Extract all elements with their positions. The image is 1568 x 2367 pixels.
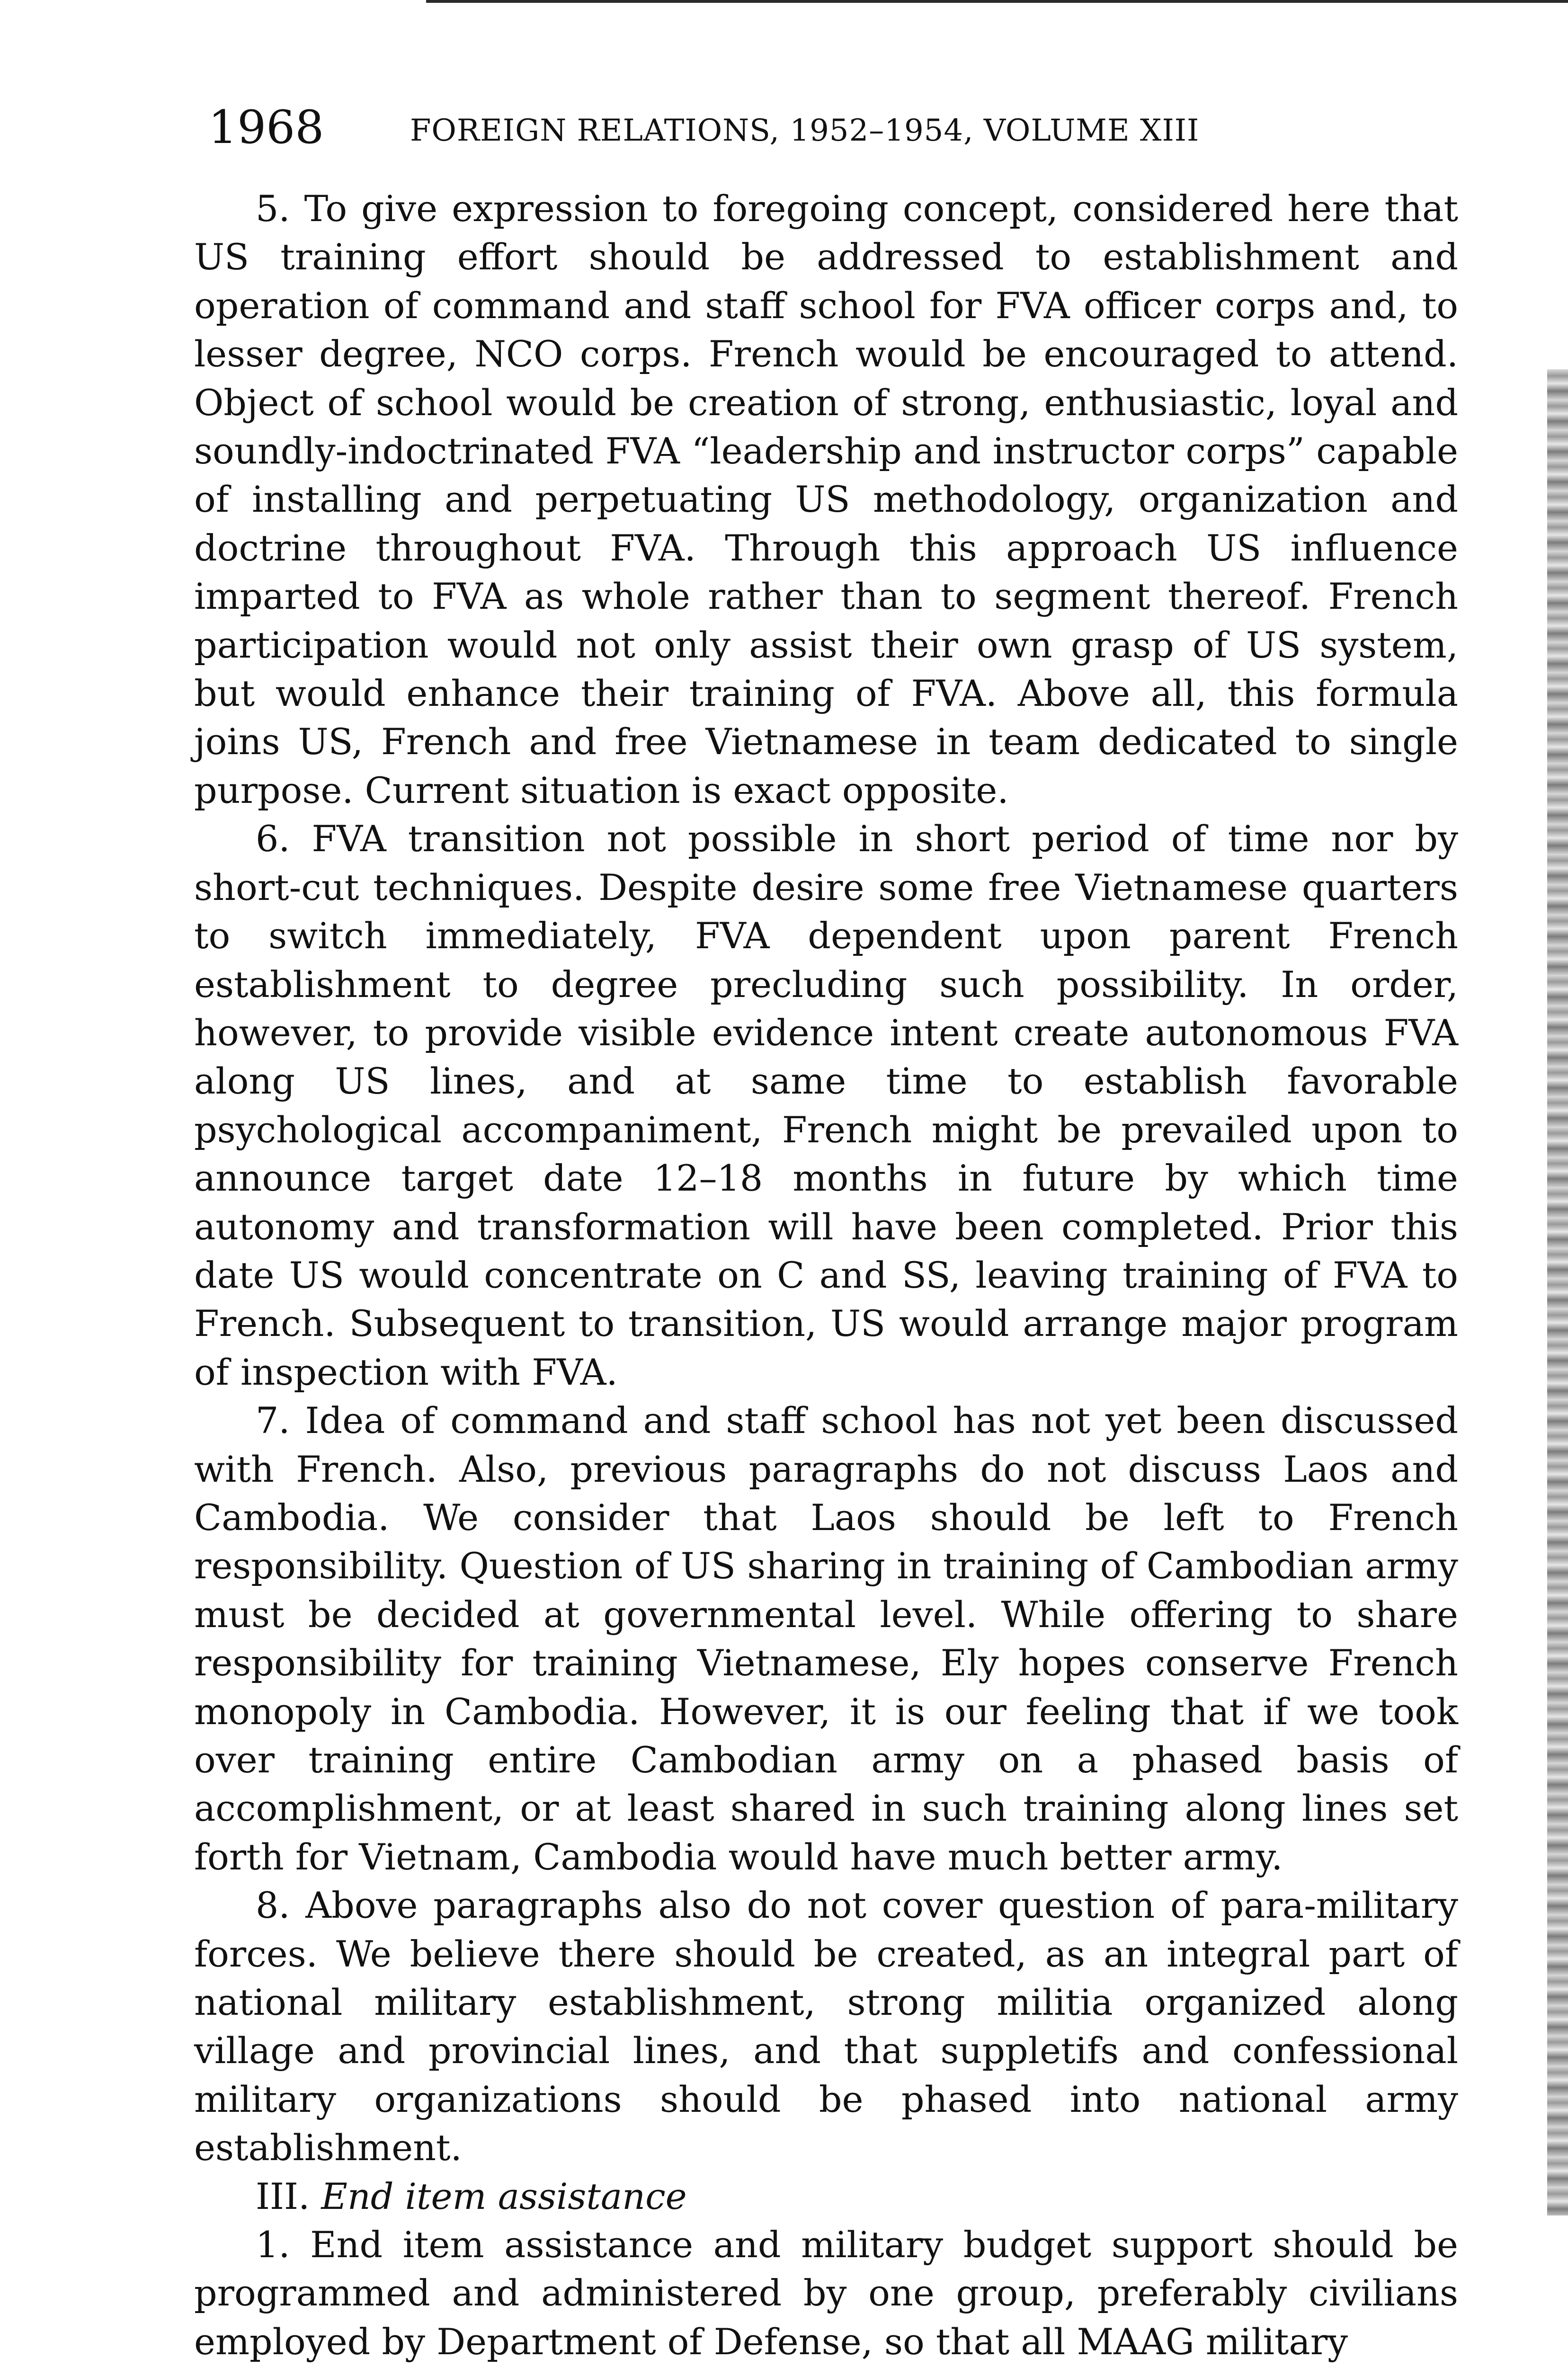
section-numeral: III. xyxy=(256,2175,310,2217)
section-title: End item assistance xyxy=(321,2175,687,2217)
paragraph-8: 8. Above paragraphs also do not cover question of para-military forces. We believe there should be created, as an integral part of national military establishment, strong militia organized along village and provincial lines, and that suppletifs and confessional military organizations should be phased into national army establishment. xyxy=(194,1884,1458,2169)
page-number: 1968 xyxy=(208,101,324,154)
paragraph-7: 7. Idea of command and staff school has not yet been discussed with French. Also, previous paragraphs do not discuss Laos and Cambodia. We consider that Laos should be left to French responsibility. Question of US sharing in training of Cambodian army must be decided at governmental level. While offering to share responsibility for training Vietnamese, Ely hopes conserve French monopoly in Cambodia. However, it is our feeling that if we took over training entire Cambodian army on a phased basis of accomplishment, or at least shared in such training along lines set forth for Vietnam, Cambodia would have much better army. xyxy=(194,1399,1458,1878)
paragraph-iii-1: 1. End item assistance and military budget support should be programmed and administered by one group, preferably civilians employed by Department of Defense, so that all MAAG military xyxy=(194,2224,1458,2363)
page-header xyxy=(208,101,1468,153)
scan-edge-shadow xyxy=(1547,369,1568,2216)
section-heading xyxy=(194,2172,1458,2221)
paragraph-6: 6. FVA transition not possible in short period of time nor by short-cut techniques. Despite desire some free Vietnamese quarters to switch immediately, FVA dependent upon parent French establishment to degree precluding such possibility. In order, however, to provide visible evidence intent create autonomous FVA along US lines, and at same time to establish favorable psychological accompaniment, French might be prevailed upon to announce target date 12–18 months in future by which time autonomy and transformation will have been completed. Prior this date US would concentrate on C and SS, leaving training of FVA to French. Subsequent to transition, US would arrange major program of inspection with FVA. xyxy=(194,818,1458,1393)
body-text xyxy=(194,185,1458,2366)
top-scan-rule xyxy=(426,0,1568,3)
running-head: FOREIGN RELATIONS, 1952–1954, VOLUME XIII xyxy=(410,113,1200,148)
paragraph-5: 5. To give expression to foregoing concept, considered here that US training effort should be addressed to establishment and operation of command and staff school for FVA officer corps and, to lesser degree, NCO corps. French would be encouraged to attend. Object of school would be creation of strong, enthusiastic, loyal and soundly-indoctrinated FVA “leadership and instructor corps” capable of installing and perpetuating US methodology, organization and doctrine throughout FVA. Through this approach US influence imparted to FVA as whole rather than to segment thereof. French participation would not only assist their own grasp of US system, but would enhance their training of FVA. Above all, this formula joins US, French and free Vietnamese in team dedicated to single purpose. Current situation is exact opposite. xyxy=(194,187,1458,811)
